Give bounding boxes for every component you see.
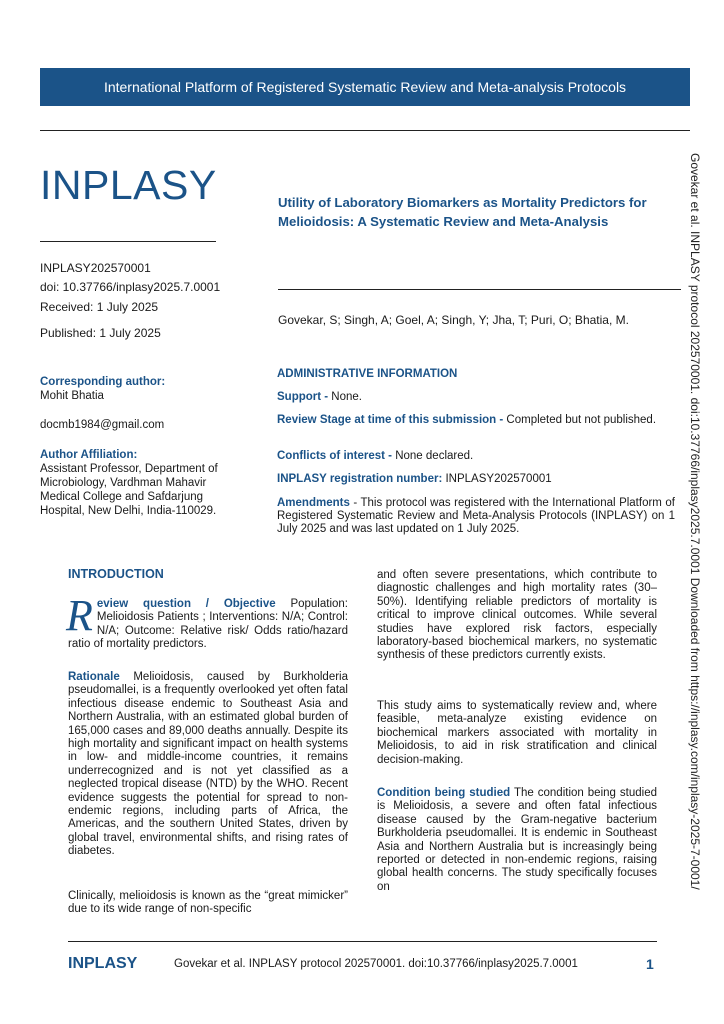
condition-text: The condition being studied is Melioidosis, a severe and often fatal infectious disease caused by the Gram-negative bacterium Burkholderia pseudomallei. It is endemic in Southeast Asia and Northern Australia but is increasingly being reported or detected in non-endemic regions, raising global health concerns. The study specifically focuses on xyxy=(377,787,657,893)
affiliation-line: Assistant Professor, Department of xyxy=(40,463,218,475)
protocol-id: INPLASY202570001 xyxy=(40,261,151,275)
affiliation-block xyxy=(40,448,218,518)
amendments-value: - This protocol was registered with the International Platform of Registered Systematic Review and Meta-Analysis Protocols (INPLASY) on 1 July 2025 and was last updated on 1 July 2025. xyxy=(277,497,675,535)
review-stage-label: Review Stage at time of this submission - xyxy=(277,414,504,426)
corresponding-label: Corresponding author: xyxy=(40,376,166,388)
journal-banner xyxy=(40,68,690,106)
clinical-paragraph: Clinically, melioidosis is known as the “great mimicker” due to its wide range of non-specific xyxy=(68,890,348,916)
amendments-line xyxy=(277,497,675,536)
review-question-paragraph xyxy=(66,591,348,652)
admin-heading: ADMINISTRATIVE INFORMATION xyxy=(277,368,458,380)
review-stage-value: Completed but not published. xyxy=(503,414,657,426)
doi-link[interactable]: doi: 10.37766/inplasy2025.7.0001 xyxy=(40,280,221,294)
introduction-heading: INTRODUCTION xyxy=(68,567,164,581)
amendments-label: Amendments xyxy=(277,497,350,509)
brand-underline xyxy=(40,241,216,242)
conflicts-line xyxy=(277,450,675,463)
review-question-label: eview question / Objective xyxy=(96,598,276,610)
registration-value: INPLASY202570001 xyxy=(442,473,552,485)
affiliation-line: Hospital, New Delhi, India-110029. xyxy=(40,505,217,517)
review-stage-line xyxy=(277,414,675,427)
rationale-text: Melioidosis, caused by Burkholderia pseudomallei, is a frequently overlooked yet often fatal infectious disease endemic to Southeast Asia and Northern Australia, with an estimated global burden of 165,000 cases and 89,000 deaths annually. Despite its high mortality and significant impact on health systems in low- and middle-income countries, it remains underrecognized and is not yet classified as a neglected tropical disease (NTD) by the WHO. Recent evidence suggests the potential for spread to non-endemic regions, including parts of Africa, the Americas, and the southern United States, driven by global travel, environmental shifts, and rising rates of diabetes. xyxy=(68,671,348,858)
header-rule xyxy=(40,130,690,131)
corresponding-email[interactable]: docmb1984@gmail.com xyxy=(40,419,165,431)
condition-paragraph xyxy=(377,787,657,894)
presentation-paragraph: and often severe presentations, which contribute to diagnostic challenges and high mortality rates (30–50%). Identifying reliable predictors of mortality is critical to improve clinical outcomes. While several studies have explored risk factors, especially laboratory-based biochemical markers, no systematic synthesis of these predictors currently exists. xyxy=(377,569,657,662)
published-date: Published: 1 July 2025 xyxy=(40,326,161,340)
rationale-label: Rationale xyxy=(68,671,120,683)
registration-label: INPLASY registration number: xyxy=(277,473,443,485)
article-title: Utility of Laboratory Biomarkers as Mortality Predictors for Melioidosis: A Systematic Review and Meta-Analysis xyxy=(278,195,647,229)
affiliation-label: Author Affiliation: xyxy=(40,449,138,461)
journal-logo-text: INPLASY xyxy=(40,162,217,208)
aim-paragraph: This study aims to systematically review and, where feasible, meta-analyze existing evidence on biochemical markers associated with mortality in Melioidosis, to aid in risk stratification and clinical decision-making. xyxy=(377,700,657,766)
affiliation-line: Medical College and Safdarjung xyxy=(40,491,204,503)
support-value: None. xyxy=(328,391,362,403)
footer-logo-text: INPLASY xyxy=(68,955,138,972)
title-rule xyxy=(278,289,681,290)
page-number: 1 xyxy=(646,956,654,972)
rationale-paragraph xyxy=(68,671,348,859)
drop-cap: R xyxy=(66,591,93,640)
corresponding-name: Mohit Bhatia xyxy=(40,390,104,402)
corresponding-author-block xyxy=(40,375,165,403)
support-line xyxy=(277,391,675,404)
conflicts-label: Conflicts of interest - xyxy=(277,450,393,462)
footer-rule xyxy=(68,941,657,942)
footer-citation: Govekar et al. INPLASY protocol 202570001. doi:10.37766/inplasy2025.7.0001 xyxy=(174,958,578,970)
article-authors: Govekar, S; Singh, A; Goel, A; Singh, Y; Jha, T; Puri, O; Bhatia, M. xyxy=(278,313,629,327)
registration-line xyxy=(277,473,675,486)
received-date: Received: 1 July 2025 xyxy=(40,300,159,314)
conflicts-value: None declared. xyxy=(392,450,474,462)
review-question-text: Population: Melioidosis Patients ; Interventions: N/A; Control: N/A; Outcome: Relative risk/ Odds ratio/hazard ratio of mortality predictors. xyxy=(68,598,348,651)
support-label: Support - xyxy=(277,391,329,403)
download-stamp-text: Govekar et al. INPLASY protocol 202570001. doi:10.37766/inplasy2025.7.0001 Downloaded from https://inplasy.com/inplasy-2025-7-0001/ xyxy=(688,153,702,890)
condition-label: Condition being studied xyxy=(377,787,511,799)
banner-text: International Platform of Registered Systematic Review and Meta-analysis Protocols xyxy=(103,79,627,95)
affiliation-line: Microbiology, Vardhman Mahavir xyxy=(40,477,207,489)
